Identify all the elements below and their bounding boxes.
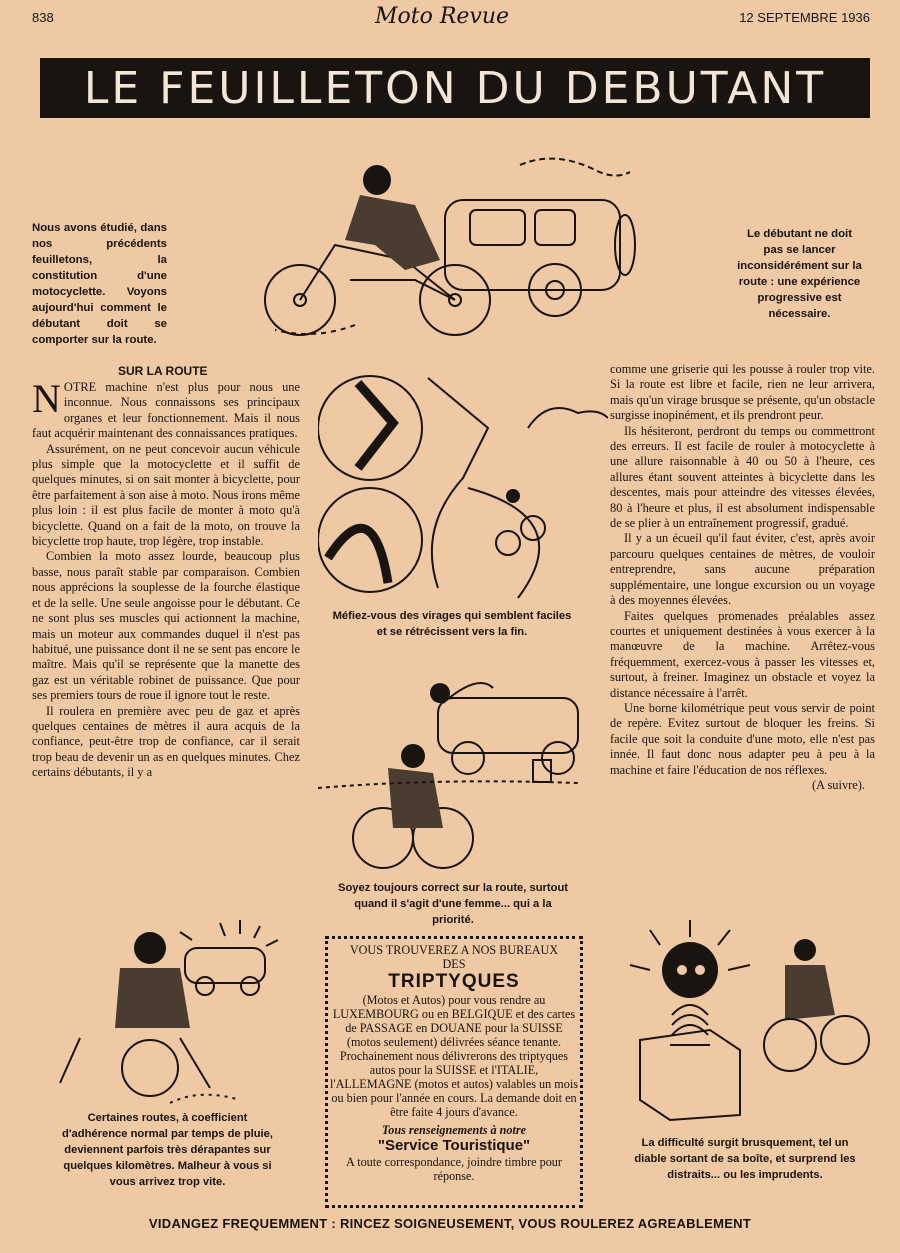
section-heading: SUR LA ROUTE (118, 364, 208, 378)
column-3 (610, 362, 875, 793)
column-1 (32, 376, 300, 781)
caption-priorite: Soyez toujours correct sur la route, surtout quand il s'agit d'une femme... qui a la priorité. (338, 882, 569, 926)
paragraph: Faites quelques promenades préalables assez courtes et uniquement destinées à vous exercer à la manœuvre de la machine. Arrêtez-vous fréquemment, exercez-vous à passer les vitesses et, surtout, à freiner. Imaginez un obstacle et voyez la distance nécessaire à l'arrêt. (610, 608, 875, 700)
issue-date: 12 SEPTEMBRE 1936 (739, 10, 870, 25)
triptyques-ad (325, 936, 583, 1208)
ad-line1: VOUS TROUVEREZ A NOS BUREAUX DES (349, 943, 559, 971)
paragraph: Il y a un écueil qu'il faut éviter, c'est, après avoir parcouru quelques centaines de mètres, de vouloir entreprendre, sans aucune préparation supplémentaire, une longue excursion ou un voyage à des moyennes élevées. (610, 531, 875, 608)
slippery-road-illustration (40, 918, 300, 1108)
paragraph: Combien la moto assez lourde, beaucoup plus basse, nous paraît stable par comparaison. Combien nous apprécions la souplesse de la fourche élastique et de la selle. Une seule angoisse pour le débutant. Ce ne sont plus ses muscles qui actionnent la machine, mais un moteur aux commandes duquel il n'est pas habitué, une puissance dont il ne se sent pas encore le maître. Mais qu'il se représente que la manette des gaz est un véritable robinet de puissance. Que pour ses premiers tours de roue il ignore tout le reste. (32, 549, 300, 703)
footer-banner: VIDANGEZ FREQUEMMENT : RINCEZ SOIGNEUSEMENT, VOUS ROULEREZ AGREABLEMENT (148, 1216, 752, 1231)
to-be-continued: (A suivre). (812, 777, 865, 792)
moto-car-illustration (255, 150, 645, 350)
ad-service: "Service Touristique" (377, 1137, 531, 1154)
paragraph: OTRE machine n'est plus pour nous une inconnue. Nous connaissons ses principaux organes et leur fonctionnement. Mais il nous faut acquérir maintenant des connaissances pratiques. (32, 380, 300, 441)
ad-info-line: Tous renseignements à notre (381, 1123, 527, 1137)
paragraph: Une borne kilométrique peut vous servir de point de repère. Evitez surtout de bloquer les freins. Si facile que soit la conduite d'une moto, elle n'est pas innée. Il faut donc nous adapter peu à peu à la machine et faire l'éducation de nos réflexes. (610, 700, 875, 777)
intro-right: Le débutant ne doit pas se lancer inconsidérément sur la route : une expérience progressive est nécessaire. (737, 228, 862, 320)
paragraph: Il roulera en première avec peu de gaz et après quelques centaines de mètres il aura acquis de la confiance, peut-être trop de confiance, car il serait trop beau de devenir un as en quelques minutes. Chez certains débutants, il y a (32, 703, 300, 780)
masthead: Moto Revue (375, 4, 510, 29)
caption-diable: La difficulté surgit brusquement, tel un diable sortant de sa boîte, et surprend les distraits... ou les imprudents. (634, 1137, 856, 1181)
paragraph: Assurément, on ne peut concevoir aucun véhicule plus simple que la motocyclette et il suffit de quelques minutes, si on sait monter à bicyclette, pour être parfaitement à son aise à moto. Nous irons même plus loin : il est plus facile de monter à moto qu'à bicyclette. Quand on a fait de la moto, on trouve la bicyclette trop haute, trop légère, trop instable. (32, 441, 300, 549)
caption-routes: Certaines routes, à coefficient d'adhérence normal par temps de pluie, deviennent parfois très dérapantes sur quelques kilomètres. Malheur à vous si vous arrivez trop vite. (62, 1112, 273, 1188)
page-number: 838 (32, 10, 54, 25)
ad-footer: A toute correspondance, joindre timbre pour réponse. (346, 1155, 562, 1183)
woman-priority-illustration (318, 678, 588, 878)
ad-headline: TRIPTYQUES (388, 971, 520, 992)
caption-virages: Méfiez-vous des virages qui semblent faciles et se rétrécissent vers la fin. (332, 610, 572, 638)
paragraph: comme une griserie qui les pousse à rouler trop vite. Si la route est libre et facile, rien ne leur arrivera, mais qu'un virage brusque se présente, qu'un obstacle surgisse inopinément, et ils prendront peur. (610, 362, 875, 423)
ad-body: (Motos et Autos) pour vous rendre au LUXEMBOURG ou en BELGIQUE et des cartes de PASSAGE en DOUANE pour la SUISSE (motos seulement) délivrées séance tenante. Prochainement nous délivrerons des triptyques autos pour la SUISSE et l'ITALIE, l'ALLEMAGNE (motos et autos) valables un mois ou bien pour l'année en cours. La demande doit en être faite 4 jours d'avance. (330, 993, 578, 1119)
jack-in-box-illustration (610, 915, 870, 1125)
curves-illustration (318, 368, 608, 608)
drop-cap: N (32, 376, 61, 421)
paragraph: Ils hésiteront, perdront du temps ou commettront des erreurs. Il est facile de rouler à motocyclette à une allure raisonnable à 40 ou 50 à l'heure, ces allures étant souvent atteintes à bicyclette dans les descentes, mais pour atteindre des vitesses élevées, 80 à l'heure et plus, il est absolument indispensable de se plier à un entraînement progressif, gradué. (610, 423, 875, 531)
intro-left: Nous avons étudié, dans nos précédents feuilletons, la constitution d'une motocyclette. Voyons aujourd'hui comment le débutant doit se comporter sur la route. (32, 222, 167, 346)
page-title: LE FEUILLETON DU DEBUTANT (40, 58, 870, 118)
